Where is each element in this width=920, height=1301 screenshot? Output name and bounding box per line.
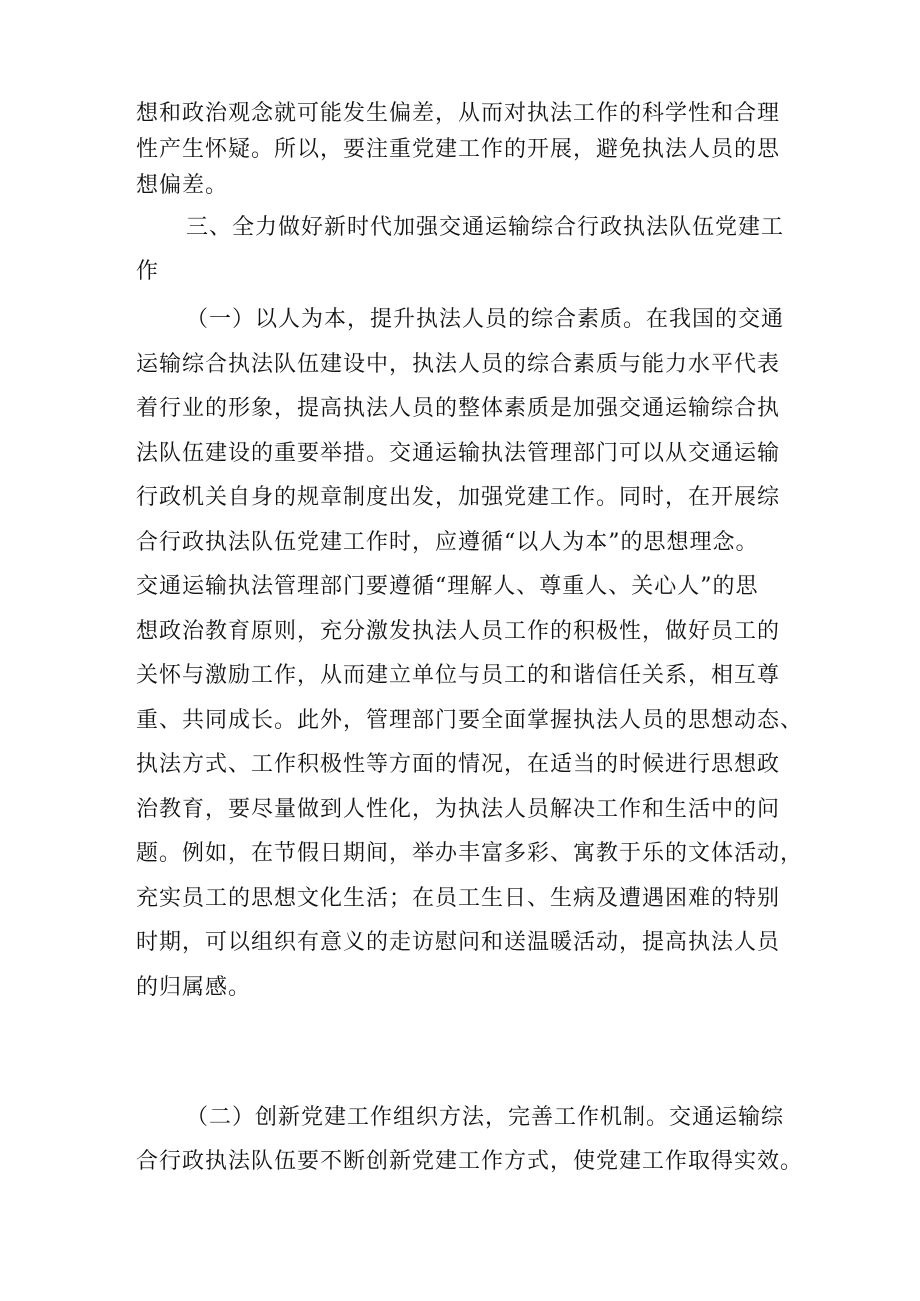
text-line: 行政机关自身的规章制度出发，加强党建工作。同时，在开展综 [136, 485, 781, 510]
heading-line: 三、全力做好新时代加强交通运输综合行政执法队伍党建工 [186, 215, 785, 240]
text-line: 治教育，要尽量做到人性化，为执法人员解决工作和生活中的问 [136, 796, 781, 822]
text-line: 想政治教育原则，充分激发执法人员工作的积极性，做好员工的 [136, 618, 781, 644]
text-line: 想和政治观念就可能发生偏差，从而对执法工作的科学性和合理 [136, 101, 781, 126]
section-heading-3 [136, 206, 816, 294]
text-line: 交通运输执法管理部门要遵循“理解人、尊重人、关心人”的思 [136, 574, 759, 599]
text-line: 想偏差。 [136, 173, 229, 198]
text-line: 运输综合执法队伍建设中，执法人员的综合素质与能力水平代表 [136, 351, 781, 377]
text-line: 关怀与激励工作，从而建立单位与员工的和谐信任关系，相互尊 [136, 663, 781, 688]
text-line: 重、共同成长。此外，管理部门要全面掌握执法人员的思想动态、 [136, 707, 804, 733]
text-line: 题。例如，在节假日期间，举办丰富多彩、寓教于乐的文体活动， [136, 841, 804, 866]
text-line: 的归属感。 [136, 974, 252, 1000]
paragraph-people-oriented [136, 298, 826, 1010]
text-line: 着行业的形象，提高执法人员的整体素质是加强交通运输综合执 [136, 396, 781, 421]
paragraph-continuation [136, 96, 816, 204]
text-line: 执法方式、工作积极性等方面的情况，在适当的时候进行思想政 [136, 752, 781, 777]
text-line: 时期，可以组织有意义的走访慰问和送温暖活动，提高执法人员 [136, 930, 781, 955]
text-line: 合行政执法队伍党建工作时，应遵循“以人为本”的思想理念。 [136, 529, 759, 555]
text-line: 法队伍建设的重要举措。交通运输执法管理部门可以从交通运输 [136, 440, 781, 466]
text-line: 充实员工的思想文化生活；在员工生日、生病及遭遇困难的特别 [136, 885, 781, 911]
text-line: （二）创新党建工作组织方法，完善工作机制。交通运输综 [186, 1105, 785, 1130]
heading-line: 作 [136, 259, 160, 284]
paragraph-innovation [136, 1096, 826, 1184]
text-line: 性产生怀疑。所以，要注重党建工作的开展，避免执法人员的思 [136, 137, 781, 162]
text-line: 合行政执法队伍要不断创新党建工作方式，使党建工作取得实效。 [136, 1149, 804, 1174]
text-line: （一）以人为本，提升执法人员的综合素质。在我国的交通 [186, 307, 785, 332]
